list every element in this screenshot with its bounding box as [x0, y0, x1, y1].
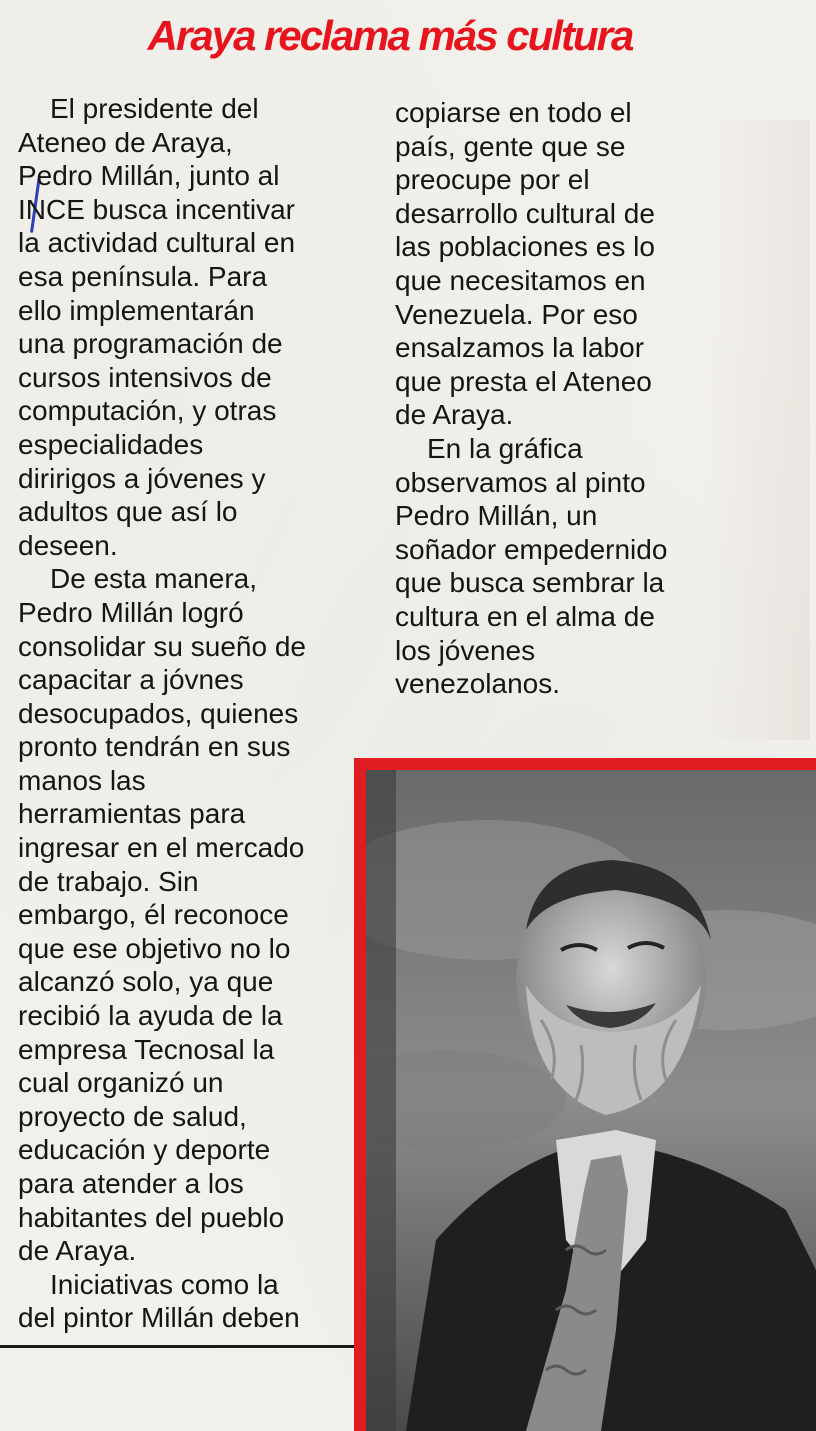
- text-line: habitantes del pueblo: [18, 1201, 285, 1233]
- text-line: recibió la ayuda de la: [18, 1000, 283, 1032]
- text-line: capacitar a jóvnes: [18, 664, 244, 696]
- text-line: una programación de: [18, 328, 283, 360]
- text-line: Pedro Millán, un: [395, 500, 598, 532]
- text-line: de trabajo. Sin: [18, 865, 199, 897]
- text-line: manos las: [18, 764, 146, 796]
- text-line: En la gráfica: [427, 432, 583, 464]
- text-line: esa península. Para: [18, 260, 268, 292]
- article-column-left: [18, 92, 348, 1335]
- text-line: De esta manera,: [50, 563, 257, 595]
- text-line: soñador empedernido: [395, 533, 668, 565]
- portrait-illustration: [366, 770, 816, 1431]
- text-line: desarrollo cultural de: [395, 197, 655, 229]
- text-line: ello implementarán: [18, 294, 255, 326]
- text-line: El presidente del: [50, 93, 259, 124]
- text-line: para atender a los: [18, 1168, 244, 1199]
- text-line: deseen.: [18, 529, 118, 561]
- text-line: que ese objetivo no lo: [18, 932, 291, 964]
- text-line: país, gente que se: [395, 130, 626, 162]
- text-line: los jóvenes: [395, 634, 536, 666]
- text-line: ensalzamos la labor: [395, 332, 645, 364]
- text-line: adultos que así lo: [18, 496, 238, 528]
- text-line: desocupados, quienes: [18, 697, 299, 729]
- text-line: que presta el Ateneo: [395, 365, 652, 397]
- text-line: Pedro Millán logró: [18, 596, 244, 628]
- text-line: alcanzó solo, ya que: [18, 966, 274, 998]
- text-line: venezolanos.: [395, 668, 561, 700]
- text-line: computación, y otras: [18, 395, 277, 427]
- text-line: Venezuela. Por eso: [395, 298, 638, 330]
- text-line: las poblaciones es lo: [395, 231, 655, 263]
- text-line: especialidades: [18, 428, 204, 460]
- divider-rule: [0, 1345, 360, 1348]
- text-line: herramientas para: [18, 798, 246, 830]
- portrait-photo: [366, 770, 816, 1431]
- text-line: Ateneo de Araya,: [18, 126, 233, 158]
- text-line: INCE busca incentivar: [18, 193, 296, 225]
- paper-texture: [700, 120, 810, 740]
- text-line: de Araya.: [395, 399, 514, 431]
- text-line: proyecto de salud,: [18, 1100, 247, 1132]
- text-line: educación y deporte: [18, 1134, 271, 1166]
- text-line: pronto tendrán en sus: [18, 731, 291, 763]
- text-line: cultura en el alma de: [395, 600, 655, 632]
- text-line: de Araya.: [18, 1235, 137, 1267]
- text-line: consolidar su sueño de: [18, 630, 306, 662]
- text-line: que necesitamos en: [395, 264, 646, 296]
- text-line: ingresar en el mercado: [18, 832, 305, 864]
- text-line: embargo, él reconoce: [18, 899, 289, 931]
- text-line: copiarse en todo el: [395, 97, 632, 128]
- headline: Araya reclama más cultura: [147, 12, 633, 59]
- text-line: la actividad cultural en: [18, 227, 296, 259]
- text-line: que busca sembrar la: [395, 567, 665, 599]
- text-line: observamos al pinto: [395, 466, 646, 498]
- article-column-right: [395, 96, 695, 701]
- text-line: del pintor Millán deben: [18, 1302, 300, 1334]
- text-line: empresa Tecnosal la: [18, 1033, 275, 1065]
- text-line: cual organizó un: [18, 1067, 224, 1099]
- text-line: preocupe por el: [395, 164, 590, 196]
- text-line: Pedro Millán, junto al: [18, 160, 280, 192]
- text-line: Iniciativas como la: [50, 1268, 279, 1300]
- text-line: diririgos a jóvenes y: [18, 462, 266, 494]
- text-line: cursos intensivos de: [18, 361, 272, 393]
